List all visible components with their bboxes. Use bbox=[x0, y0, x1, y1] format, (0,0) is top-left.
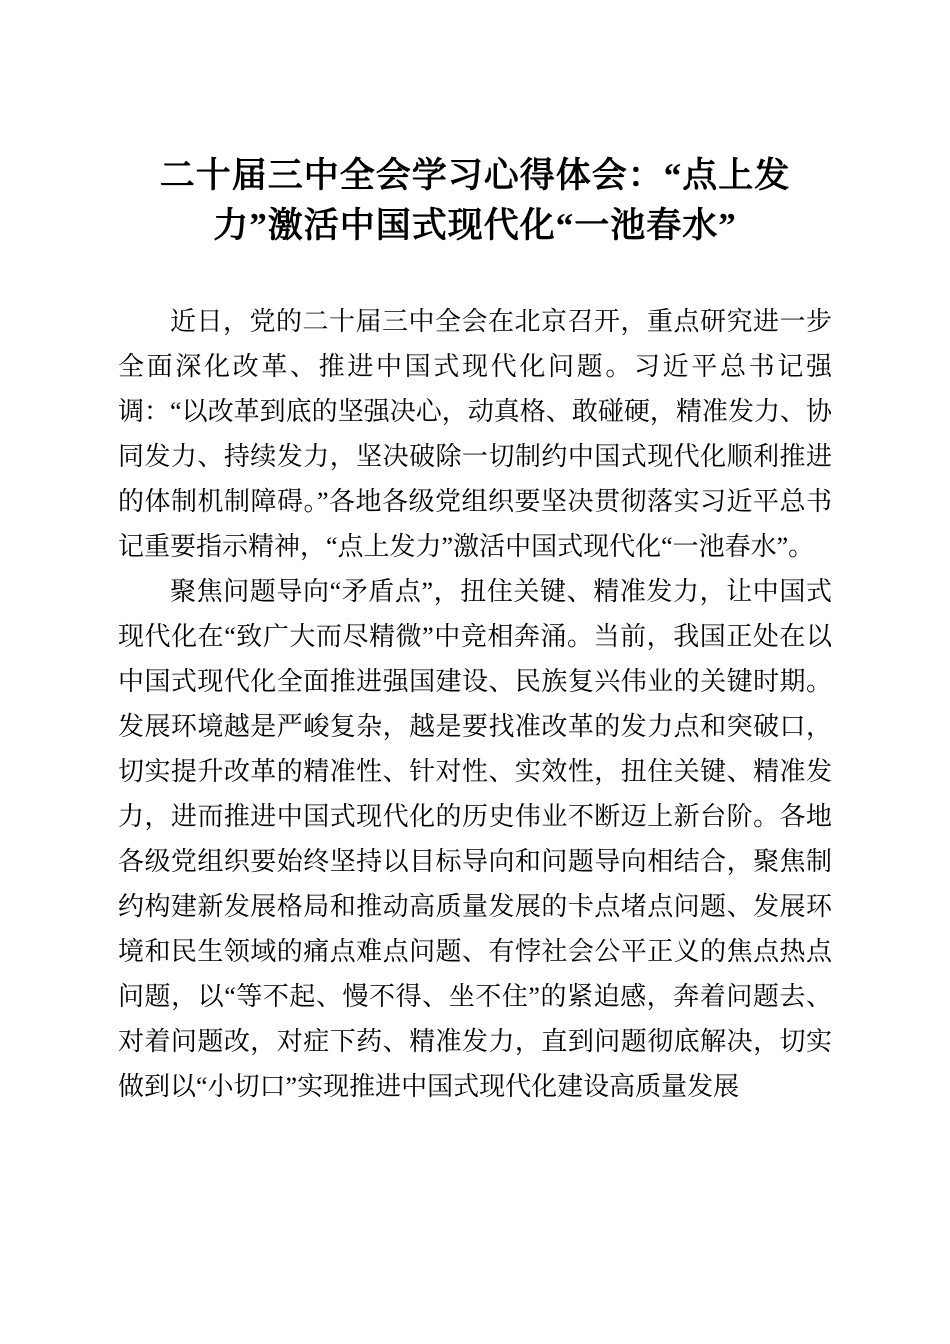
body-paragraph-2: 聚焦问题导向“矛盾点”，扭住关键、精准发力，让中国式现代化在“致广大而尽精微”中竞相奔涌。当前，我国正处在以中国式现代化全面推进强国建设、民族复兴伟业的关键时期。发展环境越是严峻复杂，越是要找准改革的发力点和突破口，切实提升改革的精准性、针对性、实效性，扭住关键、精准发力，进而推进中国式现代化的历史伟业不断迈上新台阶。各地各级党组织要始终坚持以目标导向和问题导向相结合，聚焦制约构建新发展格局和推动高质量发展的卡点堵点问题、发展环境和民生领域的痛点难点问题、有悖社会公平正义的焦点热点问题，以“等不起、慢不得、坐不住”的紧迫感，奔着问题去、对着问题改，对症下药、精准发力，直到问题彻底解决，切实做到以“小切口”实现推进中国式现代化建设高质量发展 bbox=[118, 577, 832, 1102]
document-title-line-1: 二十届三中全会学习心得体会：“点上发 bbox=[159, 156, 791, 196]
body-paragraph-1: 近日，党的二十届三中全会在北京召开，重点研究进一步全面深化改革、推进中国式现代化问题。习近平总书记强调：“以改革到底的坚强决心，动真格、敢碰硬，精准发力、协同发力、持续发力，坚决破除一切制约中国式现代化顺利推进的体制机制障碍。”各地各级党组织要坚决贯彻落实习近平总书记重要指示精神，“点上发力”激活中国式现代化“一池春水”。 bbox=[118, 307, 832, 562]
document-title bbox=[118, 151, 832, 251]
document-title-line-2: 力”激活中国式现代化“一池春水” bbox=[213, 206, 737, 246]
document-body bbox=[118, 299, 832, 1109]
